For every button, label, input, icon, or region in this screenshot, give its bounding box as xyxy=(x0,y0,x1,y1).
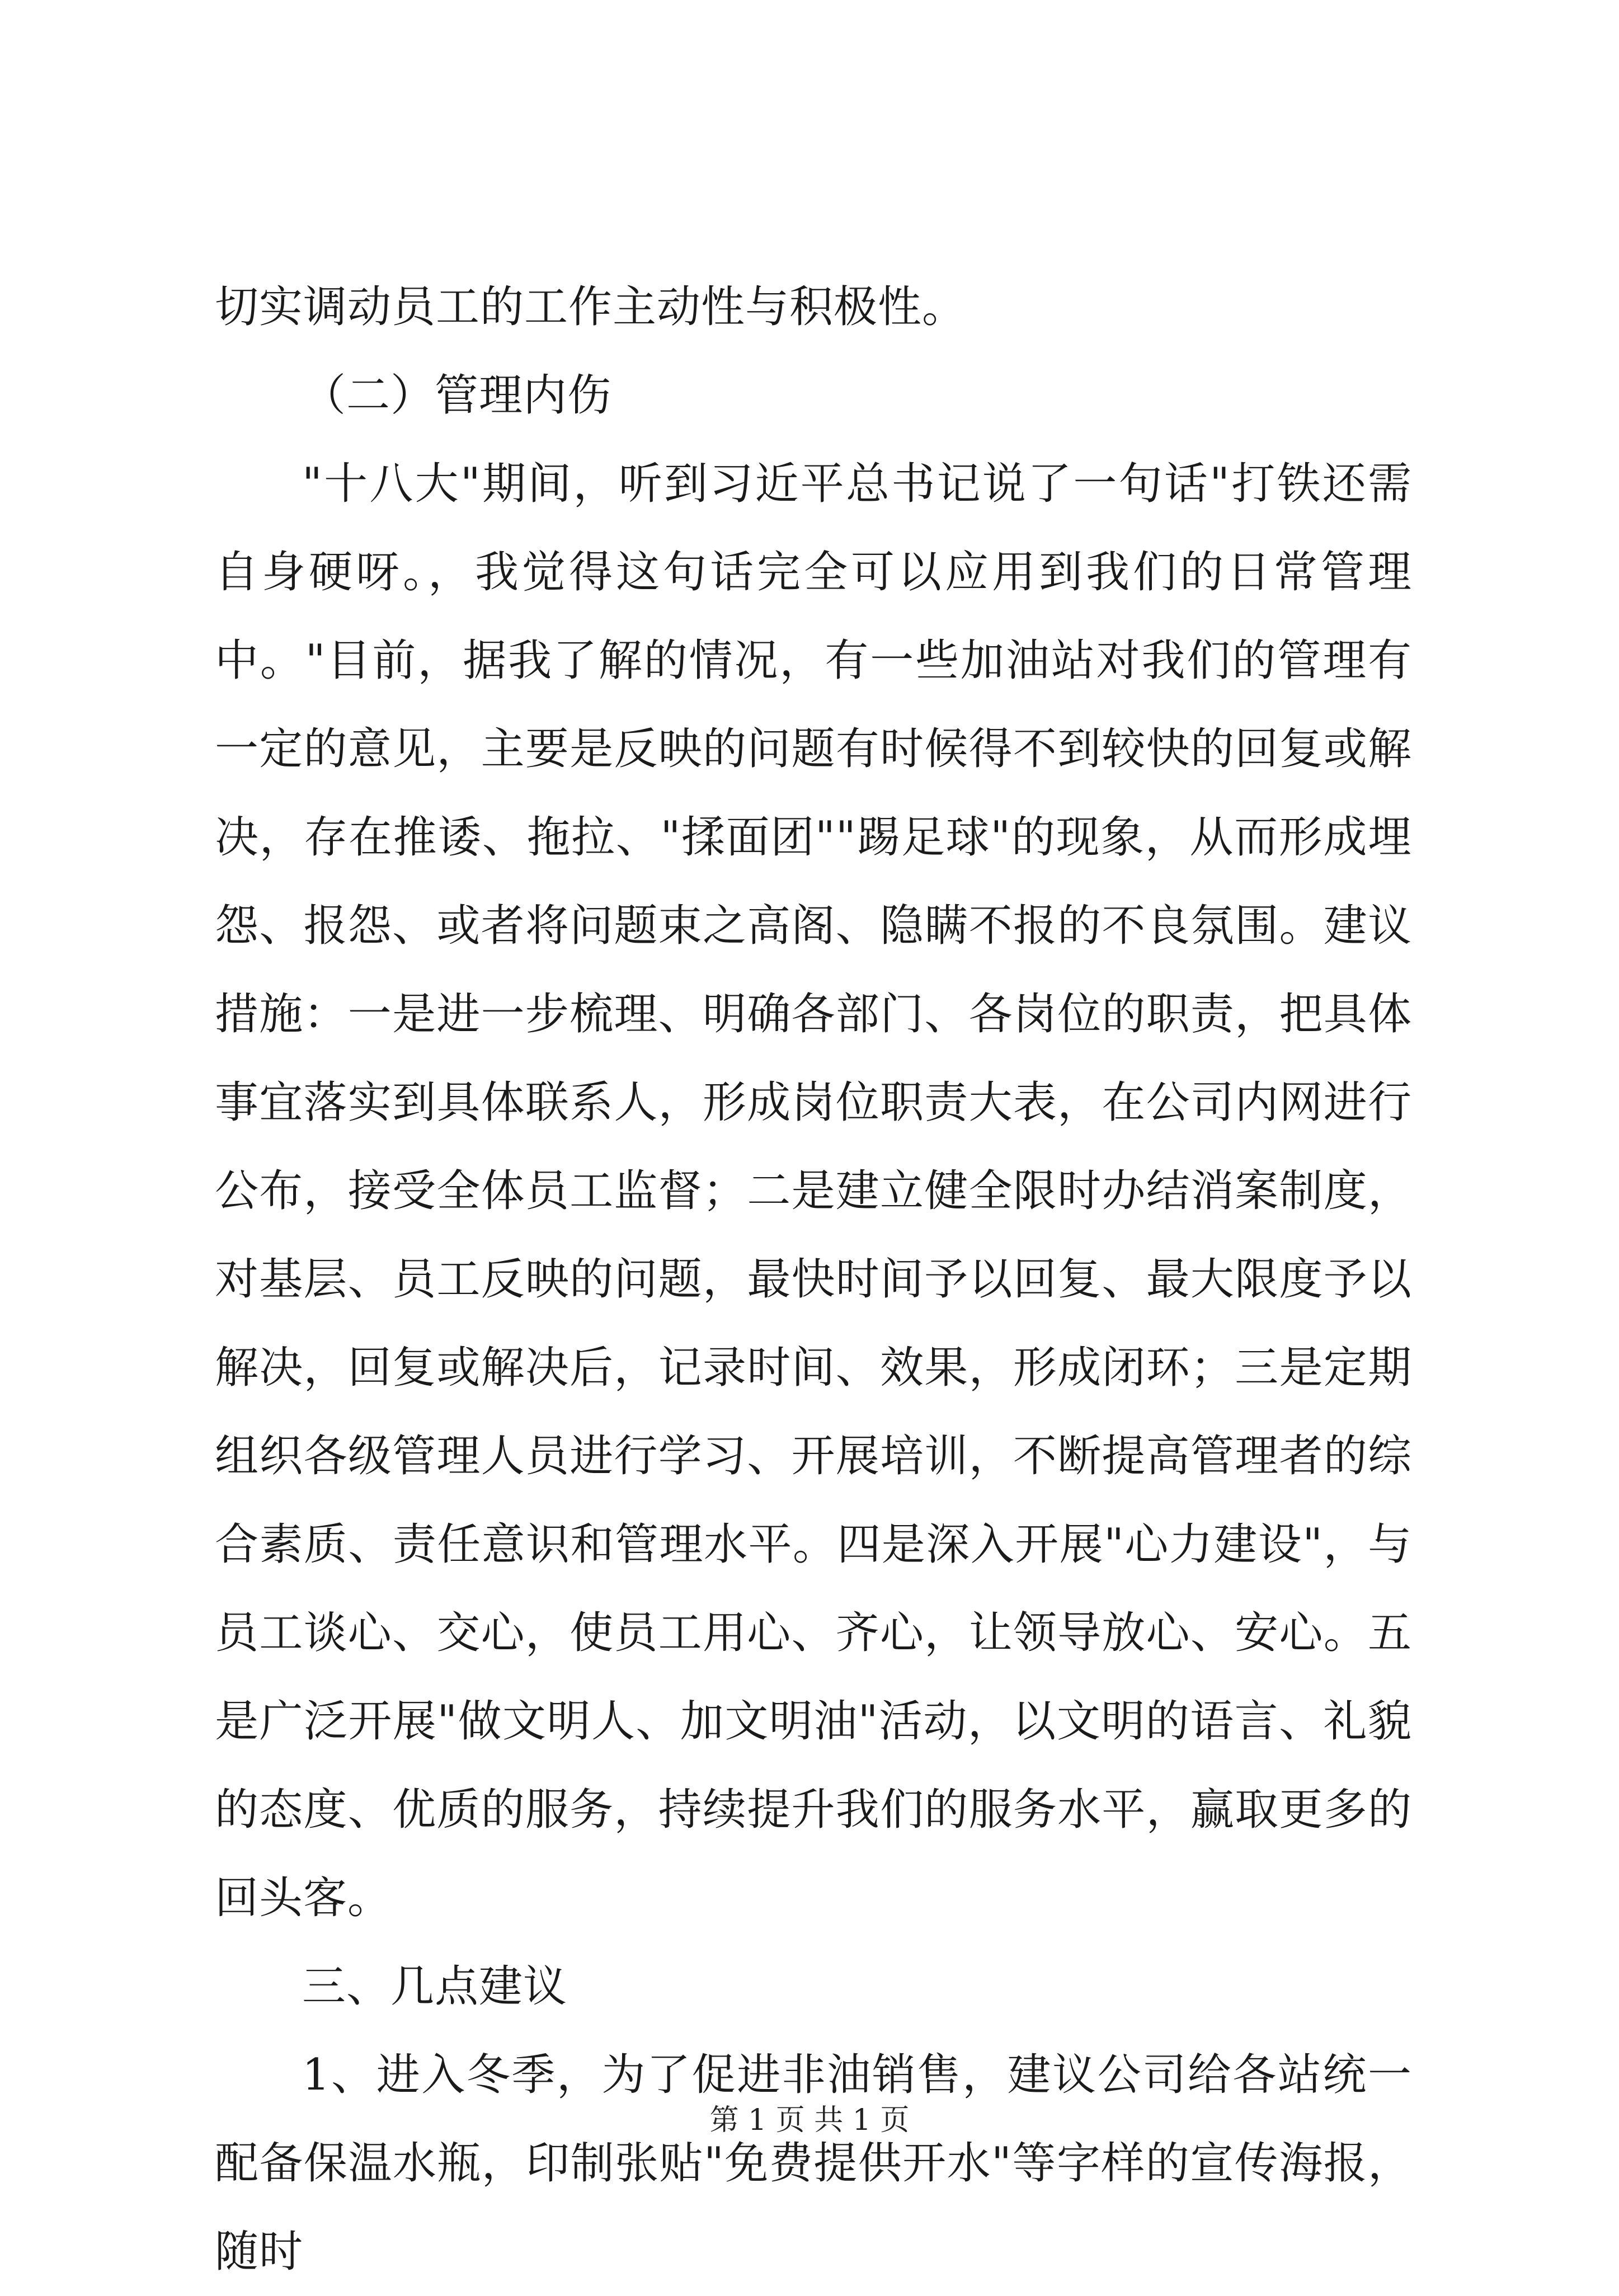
section-heading-suggestions: 三、几点建议 xyxy=(302,1961,568,2012)
paragraph-management-issues: "十八大"期间，听到习近平总书记说了一句话"打铁还需自身硬呀。，我觉得这句话完全可以应用到我们的日常管理中。"目前，据我了解的情况，有一些加油站对我们的管理有一定的意见，主要是反映的问题有时候得不到较快的回复或解决，存在推诿、拖拉、"揉面团""踢足球"的现象，从而形成埋怨、报怨、或者将问题束之高阁、隐瞒不报的不良氛围。建议措施：一是进一步梳理、明确各部门、各岗位的职责，把具体事宜落实到具体联系人，形成岗位职责大表，在公司内网进行公布，接受全体员工监督；二是建立健全限时办结消案制度，对基层、员工反映的问题，最快时间予以回复、最大限度予以解决，回复或解决后，记录时间、效果，形成闭环；三是定期组织各级管理人员进行学习、开展培训，不断提高管理者的综合素质、责任意识和管理水平。四是深入开展"心力建设"，与员工谈心、交心，使员工用心、齐心，让领导放心、安心。五是广泛开展"做文明人、加文明油"活动，以文明的语言、礼貌的态度、优质的服务，持续提升我们的服务水平，赢取更多的回头客。 xyxy=(215,459,1412,1923)
document-body xyxy=(215,263,1412,2296)
paragraph-continuation: 切实调动员工的工作主动性与积极性。 xyxy=(215,282,967,332)
paragraph-suggestion-1: 1、进入冬季，为了促进非油销售，建议公司给各站统一配备保温水瓶，印制张贴"免费提供开水"等字样的宣传海报，随时 xyxy=(215,2050,1412,2277)
section-heading-management: （二）管理内伤 xyxy=(302,370,612,421)
page-footer: 第 1 页 共 1 页 xyxy=(709,2104,910,2137)
